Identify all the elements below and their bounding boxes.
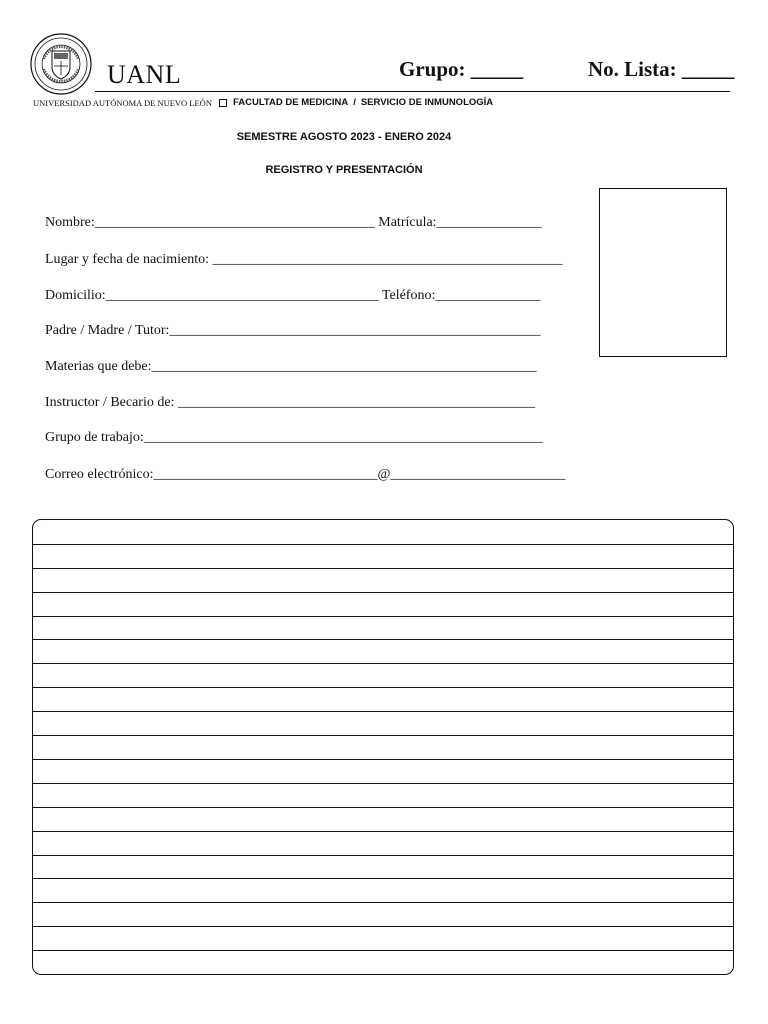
- instructor-field: Instructor / Becario de: ___________________________________________________: [45, 395, 535, 410]
- ruled-line: [33, 639, 733, 640]
- name-field: Nombre:________________________________________ Matrícula:_______________: [45, 215, 542, 230]
- ruled-line: [33, 711, 733, 712]
- ruled-line: [33, 735, 733, 736]
- ruled-line: [33, 807, 733, 808]
- ruled-line: [33, 950, 733, 951]
- semester-title: SEMESTRE AGOSTO 2023 - ENERO 2024: [236, 131, 452, 143]
- guardian-field: Padre / Madre / Tutor:_____________________________________________________: [45, 323, 541, 338]
- ruled-line: [33, 783, 733, 784]
- birth-field: Lugar y fecha de nacimiento: __________________________________________________: [45, 252, 563, 267]
- ruled-line: [33, 926, 733, 927]
- header-divider: [95, 91, 730, 92]
- ruled-line: [33, 831, 733, 832]
- university-seal-icon: [30, 33, 92, 95]
- ruled-line: [33, 544, 733, 545]
- lined-writing-area: [32, 519, 734, 975]
- subjects-owed-field: Materias que debe:_______________________________________________________: [45, 359, 537, 374]
- list-number-field: No. Lista: _____: [588, 57, 735, 81]
- ruled-line: [33, 568, 733, 569]
- ruled-line: [33, 663, 733, 664]
- institution-line: [33, 97, 493, 109]
- group-field: Grupo: _____: [399, 57, 524, 81]
- ruled-line: [33, 687, 733, 688]
- ruled-line: [33, 616, 733, 617]
- ruled-line: [33, 855, 733, 856]
- square-bullet-icon: [219, 99, 227, 107]
- separator: /: [353, 97, 356, 108]
- service-name: SERVICIO DE INMUNOLOGÍA: [360, 97, 494, 108]
- ruled-line: [33, 902, 733, 903]
- ruled-line: [33, 878, 733, 879]
- university-name: UNIVERSIDAD AUTÓNOMA DE NUEVO LEÓN: [33, 98, 212, 108]
- address-field: Domicilio:_______________________________________ Teléfono:_______________: [45, 288, 541, 303]
- faculty-name: FACULTAD DE MEDICINA: [232, 97, 349, 108]
- logo-wordmark: UANL: [107, 60, 182, 89]
- photo-box: [599, 188, 727, 357]
- ruled-line: [33, 592, 733, 593]
- email-field: Correo electrónico:________________________________@_________________________: [45, 467, 566, 482]
- work-group-field: Grupo de trabajo:_________________________________________________________: [45, 430, 543, 445]
- ruled-line: [33, 759, 733, 760]
- form-title: REGISTRO Y PRESENTACIÓN: [265, 164, 423, 176]
